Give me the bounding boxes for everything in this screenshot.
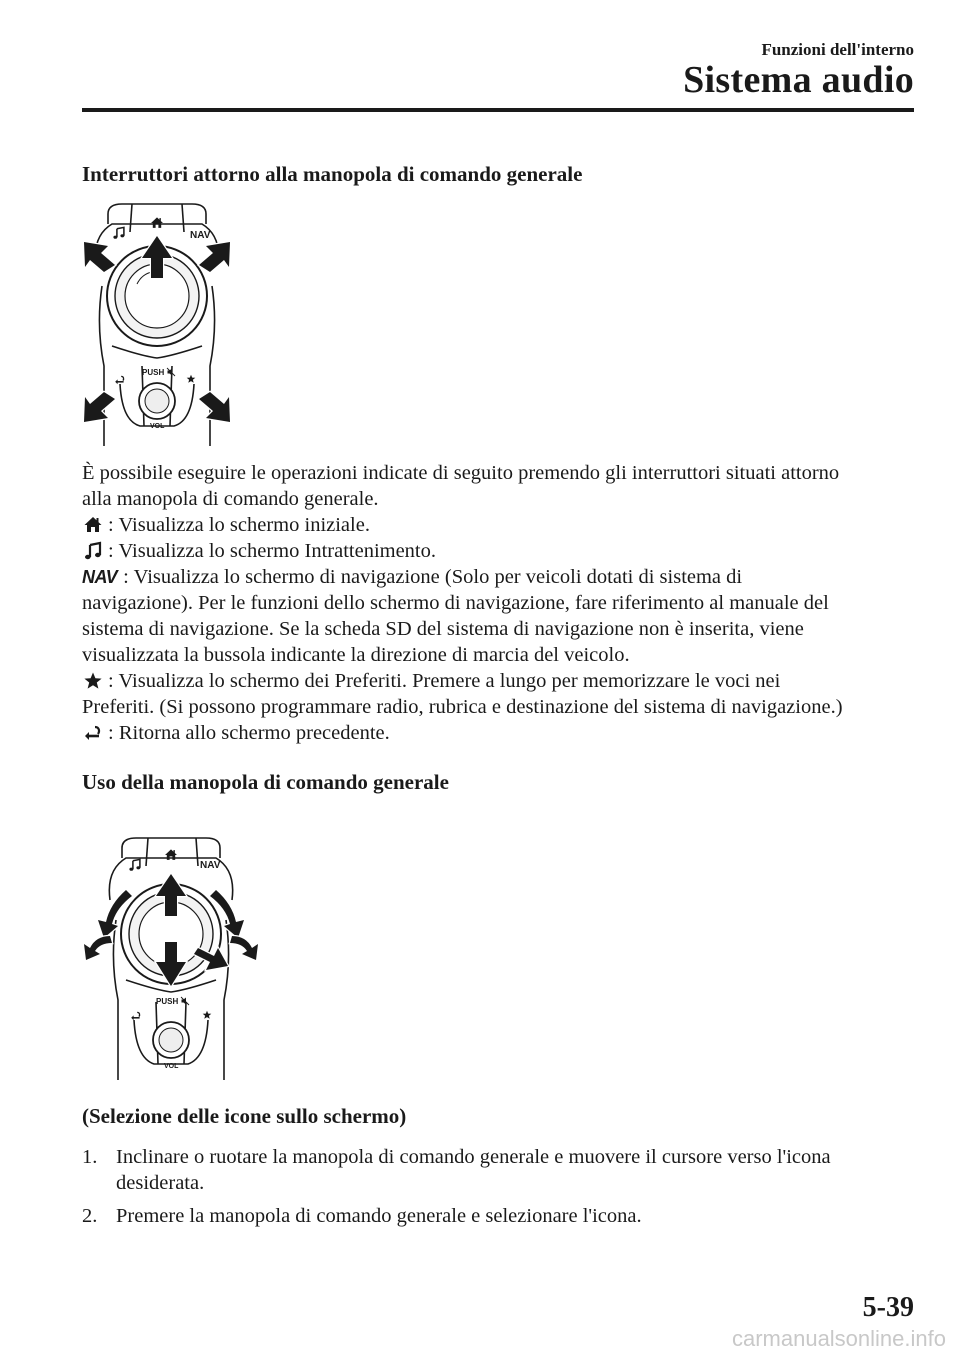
list-item: 2. Premere la manopola di comando generale e selezionare l'icona. bbox=[82, 1205, 642, 1227]
back-arrow-icon bbox=[82, 723, 104, 743]
nav-desc-line-4: visualizzata la bussola indicante la direzione di marcia del veicolo. bbox=[82, 644, 630, 666]
back-switch-desc: : Ritorna allo schermo precedente. bbox=[82, 720, 922, 746]
section-title-switches: Interruttori attorno alla manopola di comando generale bbox=[82, 162, 583, 186]
star-icon bbox=[82, 671, 104, 691]
nav-desc-line-2: navigazione). Per le funzioni dello schermo di navigazione, fare riferimento al manuale del bbox=[82, 592, 829, 614]
music-switch-desc: : Visualizza lo schermo Intrattenimento. bbox=[82, 538, 922, 564]
page-title: Sistema audio bbox=[683, 59, 914, 101]
commander-usage-figure bbox=[82, 830, 262, 1090]
nav-icon: NAV bbox=[82, 567, 118, 587]
svg-text:VOL: VOL bbox=[150, 423, 165, 430]
svg-text:PUSH: PUSH bbox=[156, 997, 179, 1006]
section-title-commander-use: Uso della manopola di comando generale bbox=[82, 770, 449, 794]
svg-text:PUSH: PUSH bbox=[142, 368, 165, 377]
intro-line-1: È possibile eseguire le operazioni indicate di seguito premendo gli interruttori situati attorno bbox=[82, 462, 840, 484]
switches-description bbox=[82, 460, 922, 746]
commander-switches-figure bbox=[82, 196, 232, 456]
intro-line-2: alla manopola di comando generale. bbox=[82, 488, 379, 510]
watermark: carmanualsonline.info bbox=[731, 1326, 946, 1351]
svg-text:NAV: NAV bbox=[200, 860, 221, 871]
header-divider bbox=[82, 108, 914, 112]
page-header-section: Funzioni dell'interno bbox=[761, 40, 914, 59]
svg-text:VOL: VOL bbox=[164, 1063, 179, 1070]
home-switch-desc: : Visualizza lo schermo iniziale. bbox=[82, 512, 922, 538]
fav-desc-line-2: Preferiti. (Si possono programmare radio, rubrica e destinazione del sistema di navigazione.) bbox=[82, 696, 843, 718]
favorites-switch-desc: : Visualizza lo schermo dei Preferiti. Premere a lungo per memorizzare le voci nei bbox=[82, 668, 922, 694]
list-item: 1. Inclinare o ruotare la manopola di comando generale e muovere il cursore verso l'icona desiderata. bbox=[82, 1146, 831, 1194]
page-number: 5-39 bbox=[862, 1292, 914, 1323]
nav-switch-desc: NAV : Visualizza lo schermo di navigazione (Solo per veicoli dotati di sistema di bbox=[82, 566, 743, 588]
nav-desc-line-3: sistema di navigazione. Se la scheda SD del sistema di navigazione non è inserita, viene bbox=[82, 618, 804, 640]
svg-text:NAV: NAV bbox=[190, 230, 211, 241]
music-note-icon bbox=[82, 541, 104, 561]
subsection-title-icon-selection: (Selezione delle icone sullo schermo) bbox=[82, 1104, 407, 1128]
steps-list bbox=[82, 1144, 922, 1236]
home-icon bbox=[82, 515, 104, 535]
